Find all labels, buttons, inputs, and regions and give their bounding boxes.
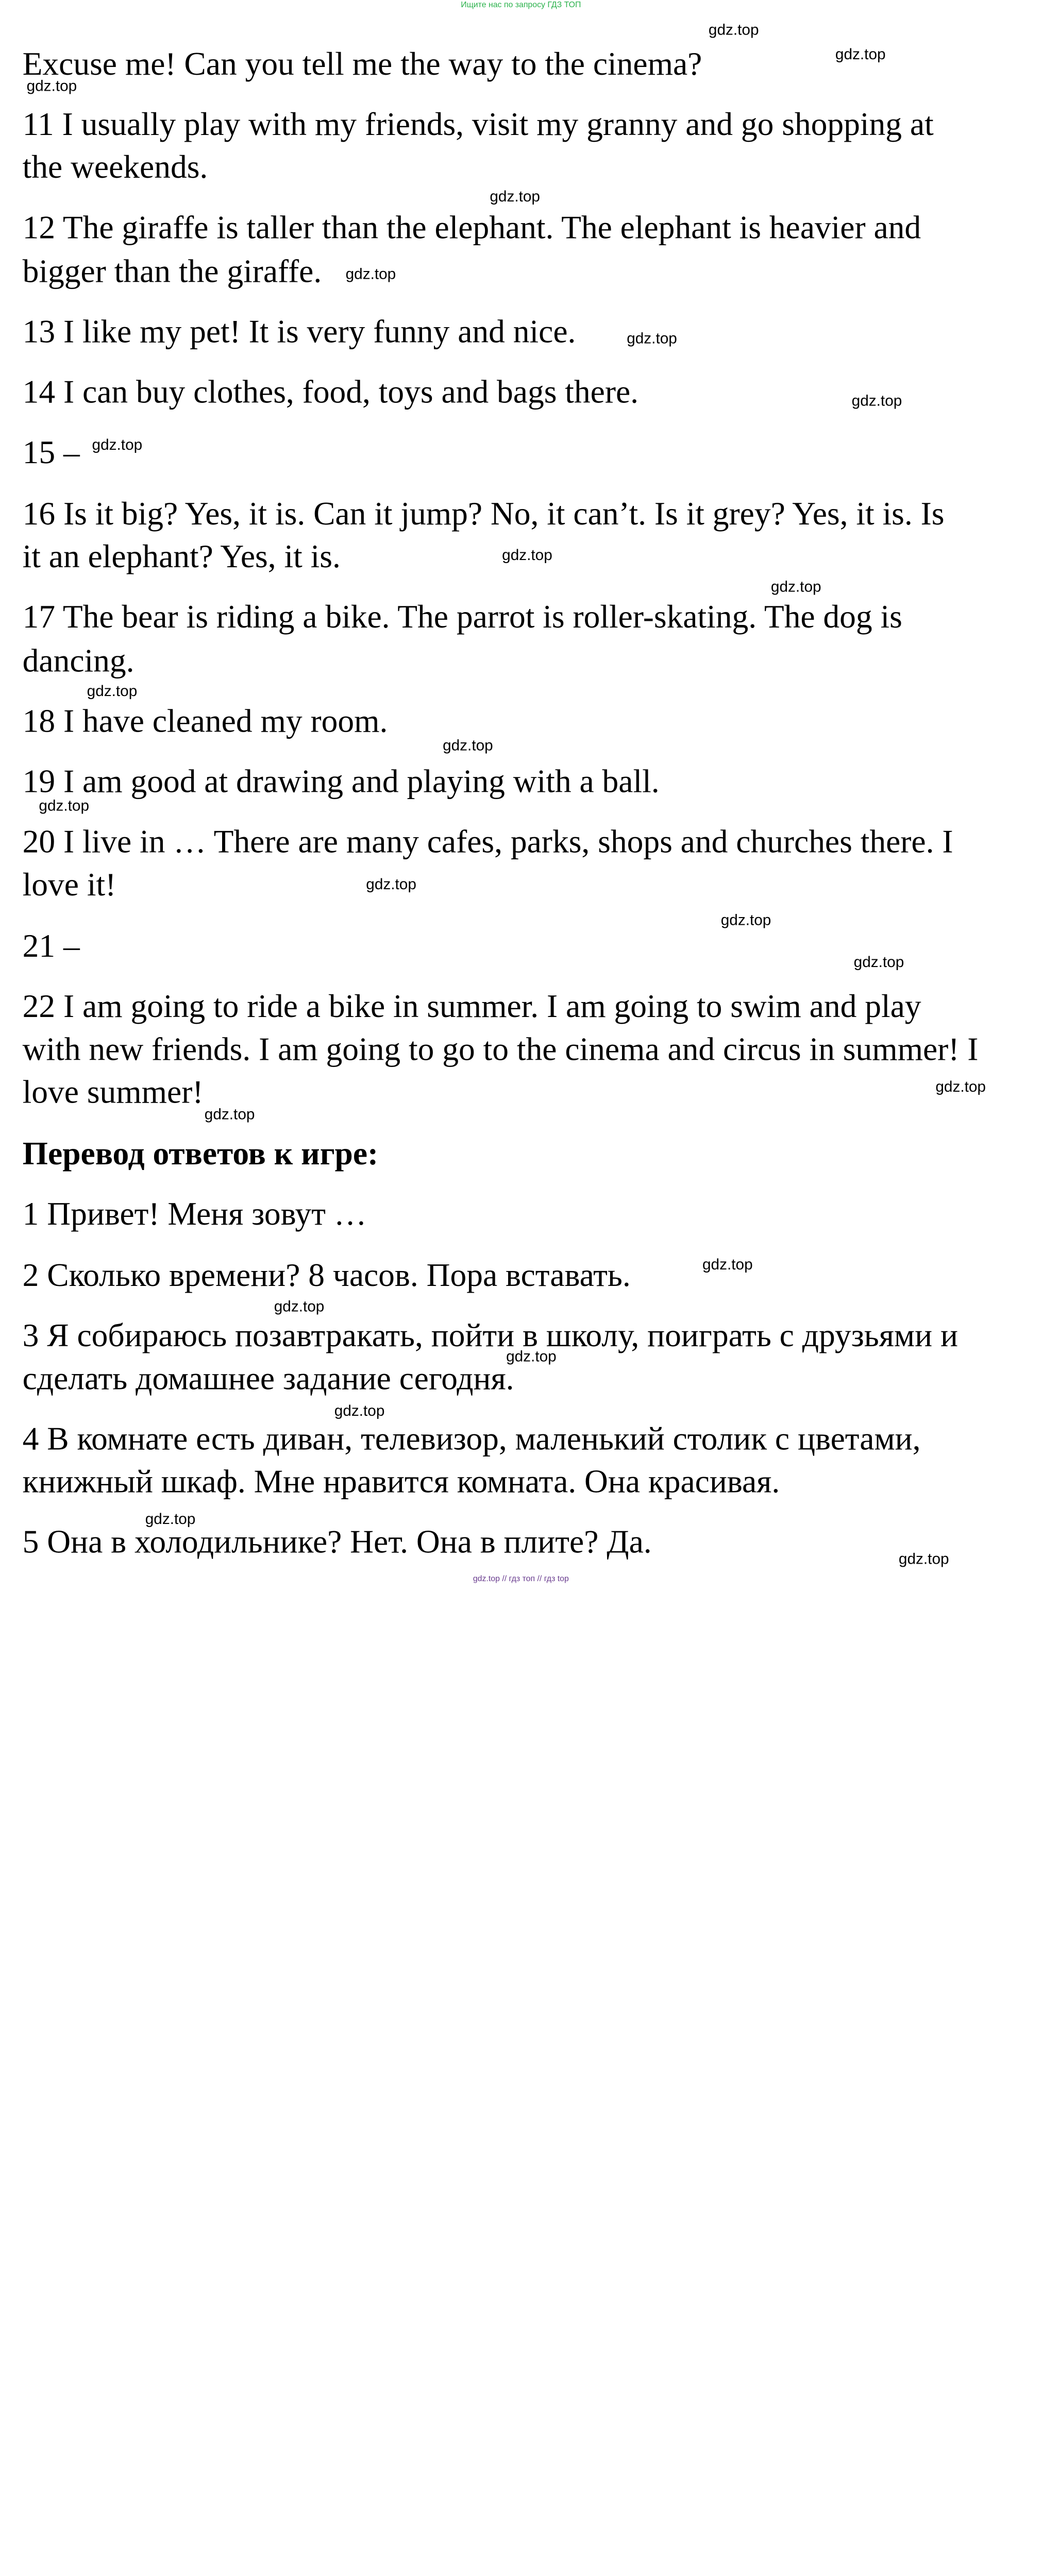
watermark: gdz.top [443, 737, 493, 755]
translation-4-line-2: книжный шкаф. Мне нравится комната. Она красивая. [22, 1463, 780, 1500]
translation-heading: Перевод ответов к игре: [22, 1134, 379, 1172]
translation-1: 1 Привет! Меня зовут … [22, 1195, 367, 1232]
answer-22-line-3: love summer! [22, 1073, 204, 1110]
answer-19: 19 I am good at drawing and playing with a ball. [22, 762, 660, 800]
watermark: gdz.top [366, 876, 416, 894]
watermark: gdz.top [274, 1298, 325, 1316]
answer-11-line-2: the weekends. [22, 148, 208, 185]
watermark: gdz.top [334, 1402, 385, 1420]
watermark: gdz.top [204, 1106, 255, 1124]
watermark: gdz.top [853, 954, 904, 971]
answer-16-line-1: 16 Is it big? Yes, it is. Can it jump? No, it can’t. Is it grey? Yes, it is. Is [22, 495, 945, 532]
translation-4-line-1: 4 В комнате есть диван, телевизор, маленький столик с цветами, [22, 1419, 921, 1457]
watermark: gdz.top [898, 1550, 949, 1568]
watermark: gdz.top [627, 330, 677, 348]
watermark: gdz.top [39, 797, 90, 815]
watermark: gdz.top [770, 578, 821, 596]
answer-11-line-1: 11 I usually play with my friends, visit my granny and go shopping at [22, 105, 934, 142]
header-search-note: Ищите нас по запросу ГДЗ ТОП [461, 0, 581, 9]
watermark: gdz.top [92, 436, 143, 454]
answer-21: 21 – [22, 927, 80, 964]
translation-3-line-2: сделать домашнее задание сегодня. [22, 1359, 514, 1397]
answer-16-line-2: it an elephant? Yes, it is. [22, 537, 341, 575]
answer-17-line-1: 17 The bear is riding a bike. The parrot is roller-skating. The dog is [22, 598, 902, 635]
watermark: gdz.top [835, 46, 886, 64]
answer-12-line-1: 12 The giraffe is taller than the elephant. The elephant is heavier and [22, 208, 921, 246]
translation-5: 5 Она в холодильнике? Нет. Она в плите? Да. [22, 1523, 652, 1560]
watermark: gdz.top [145, 1511, 196, 1529]
answer-20-line-1: 20 I live in … There are many cafes, parks, shops and churches there. I [22, 823, 953, 860]
answer-17-line-2: dancing. [22, 641, 135, 679]
watermark: gdz.top [935, 1078, 986, 1096]
answer-13: 13 I like my pet! It is very funny and nice. [22, 313, 576, 350]
answer-14: 14 I can buy clothes, food, toys and bags there. [22, 373, 639, 410]
footer-note: gdz.top // гдз топ // гдз top [473, 1574, 569, 1584]
watermark: gdz.top [851, 392, 902, 410]
watermark: gdz.top [87, 683, 138, 701]
watermark: gdz.top [26, 77, 77, 95]
answer-22-line-1: 22 I am going to ride a bike in summer. I am going to swim and play [22, 987, 921, 1024]
watermark: gdz.top [502, 547, 552, 565]
translation-3-line-1: 3 Я собираюсь позавтракать, пойти в школу, поиграть с друзьями и [22, 1316, 958, 1353]
translation-2: 2 Сколько времени? 8 часов. Пора вставать. [22, 1256, 631, 1293]
answer-20-line-2: love it! [22, 866, 116, 903]
answer-18: 18 I have cleaned my room. [22, 702, 388, 739]
watermark: gdz.top [506, 1348, 557, 1366]
watermark: gdz.top [720, 911, 771, 929]
watermark: gdz.top [490, 188, 540, 206]
watermark: gdz.top [345, 265, 396, 283]
answer-15: 15 – [22, 433, 80, 470]
watermark: gdz.top [702, 1256, 753, 1274]
watermark: gdz.top [708, 21, 759, 39]
answer-12-line-2: bigger than the giraffe. [22, 252, 322, 290]
answer-10-line-1: Excuse me! Can you tell me the way to the cinema? [22, 45, 702, 82]
answer-22-line-2: with new friends. I am going to go to the cinema and circus in summer! I [22, 1030, 979, 1067]
